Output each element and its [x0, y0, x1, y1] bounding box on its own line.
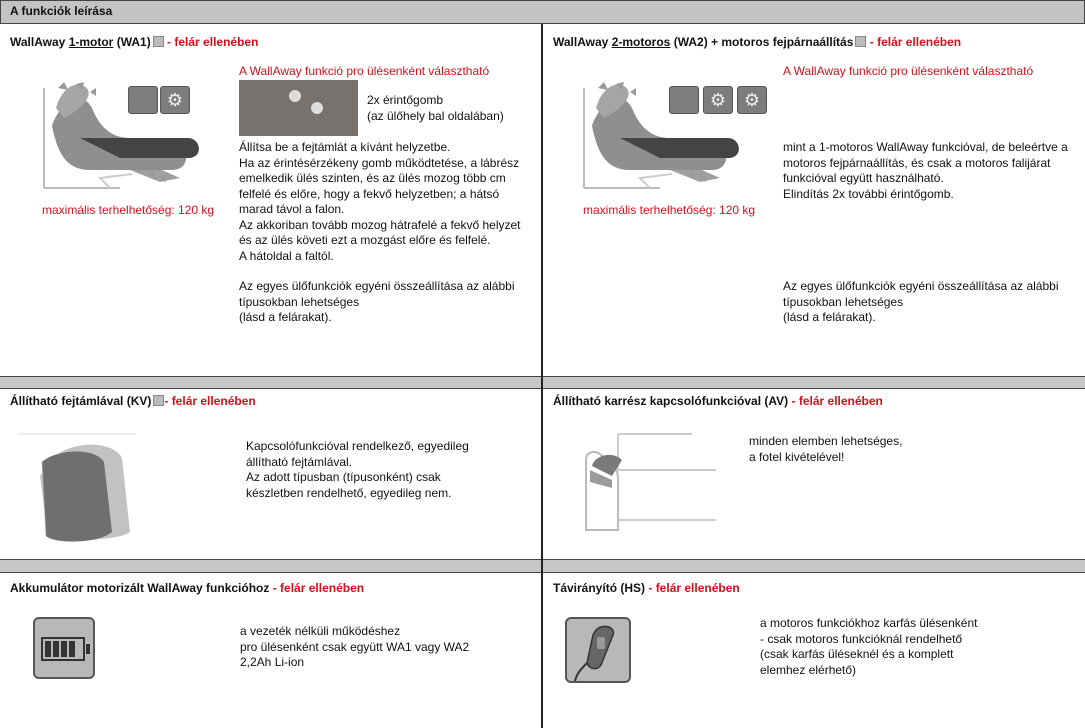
wa1-option-note: A WallAway funkció pro ülésenként választható	[239, 64, 490, 78]
wa2-header: WallAway 2-motoros (WA2) + motoros fejpárnaállítás - felár ellenében	[553, 35, 962, 49]
star-icon	[855, 36, 866, 47]
av-body: minden elemben lehetséges, a fotel kivételével!	[749, 434, 903, 464]
wa2-option-note: A WallAway funkció pro ülésenként választható	[783, 64, 1034, 78]
wa1-buttons-desc: 2x érintőgomb (az ülőhely bal oldalában)	[367, 93, 504, 123]
wa1-body: Állítsa be a fejtámlát a kívánt helyzetbe. Ha az érintésérzékeny gomb működtetése, a lábrész emelkedik ülés szinten, és az ülés mozog több cm felfelé és előre, hogy a fekvő helyzetben; a hátsó marad távol a falon. Az akkoriban tovább mozog hátrafelé a fekvő helyzet és az ülés követi ezt a mozgást előre és felfelé. A hátoldal a faltól.	[239, 140, 521, 263]
page-title-bar	[0, 0, 1085, 24]
gear-icon: ⚙	[737, 86, 767, 114]
wa2-combo: Az egyes ülőfunkciók egyéni összeállítása az alábbi típusokban lehetséges (lásd a felárakat).	[783, 279, 1059, 324]
wa2-max-load: maximális terhelhetőség: 120 kg	[583, 203, 756, 217]
touch-button-icon	[128, 86, 158, 114]
acc-body: a vezeték nélküli működéshez pro ülésenként csak együtt WA1 vagy WA2 2,2Ah Li-ion	[240, 624, 470, 669]
wa1-header: WallAway 1-motor (WA1) - felár ellenében	[10, 35, 259, 49]
gear-icon: ⚙	[160, 86, 190, 114]
page-title: A funkciók leírása	[10, 4, 113, 18]
wa2-body: mint a 1-motoros WallAway funkcióval, de beleértve a motoros fejpárnaállítás, és csak a motoros falijárat funkcióval együtt használható. Elindítás 2x további érintőgomb.	[783, 140, 1068, 201]
av-header: Állítható karrész kapcsolófunkcióval (AV) - felár ellenében	[553, 394, 883, 408]
star-icon	[153, 36, 164, 47]
remote-control-icon	[565, 617, 631, 683]
wa1-max-load: maximális terhelhetőség: 120 kg	[42, 203, 215, 217]
hs-body: a motoros funkciókhoz karfás ülésenként - csak motoros funkcióknál rendelhető (csak karfás üléseknél és a komplett elemhez elérhető)	[760, 616, 978, 677]
hs-header: Távirányító (HS) - felár ellenében	[553, 581, 740, 595]
star-icon	[153, 395, 164, 406]
wa1-combo: Az egyes ülőfunkciók egyéni összeállítása az alábbi típusokban lehetséges (lásd a felárakat).	[239, 279, 515, 324]
battery-icon	[33, 617, 95, 679]
touch-button-icon	[669, 86, 699, 114]
column-divider	[541, 24, 543, 728]
kv-header: Állítható fejtámlával (KV) - felár ellenében	[10, 394, 256, 408]
armrest-icon	[582, 430, 722, 540]
acc-header: Akkumulátor motorizált WallAway funkcióhoz - felár ellenében	[10, 581, 365, 595]
gear-icon: ⚙	[703, 86, 733, 114]
touch-buttons-photo	[239, 80, 358, 136]
kv-body: Kapcsolófunkcióval rendelkező, egyedileg állítható fejtámlával. Az adott típusban (típusonként) csak készletben rendelhető, egyedileg nem.	[246, 439, 469, 500]
headrest-icon	[18, 432, 138, 547]
